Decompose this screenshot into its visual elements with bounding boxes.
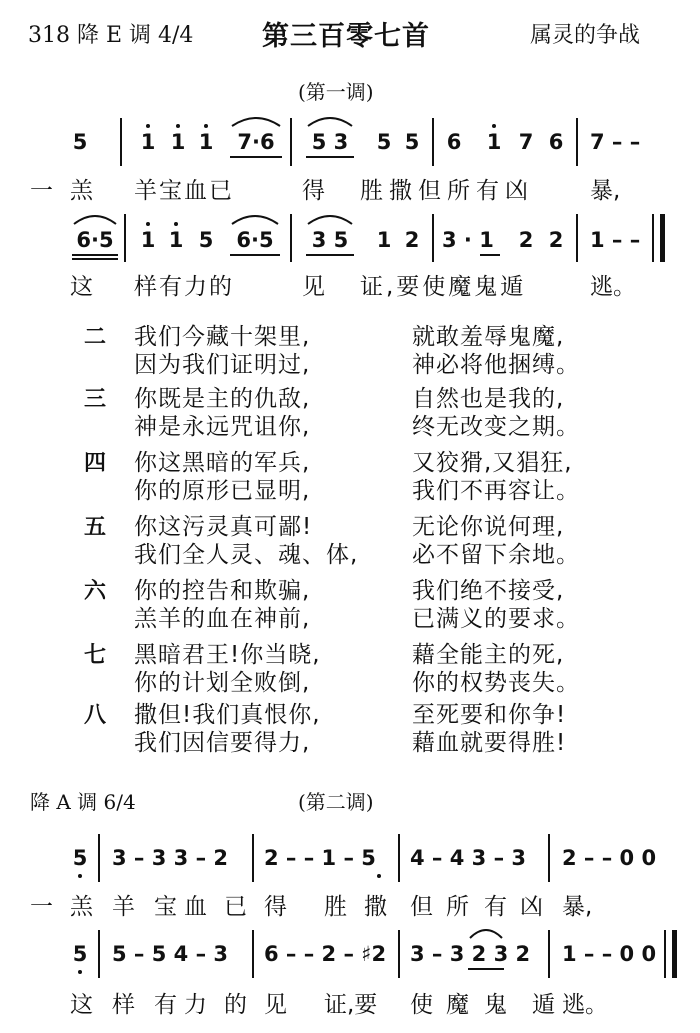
barline [252,834,254,882]
lyric-char: 暴, [562,894,593,920]
lyric-char: 宝 [154,894,177,920]
verse-line: 就敢羞辱鬼魔, [412,324,565,350]
lyric-char: 力 [184,992,207,1018]
barline [290,214,292,262]
underline [230,254,280,256]
verse-line: 你的控告和欺骗, [134,578,311,604]
verse-line: 已满义的要求。 [412,606,580,632]
verse-number: 八 [84,703,107,728]
note-group: 2 – – 1 – 5 [264,846,376,870]
barline [252,930,254,978]
lyric-char: 有 [154,992,177,1018]
note: 6 [446,130,462,154]
note: 5 [376,130,392,154]
lyric-char: 魔 [446,992,469,1018]
octave-dot [146,124,150,128]
verse-line: 你的权势丧失。 [412,670,580,696]
lyric-segment: 见 [302,274,325,300]
octave-dot [146,222,150,226]
verse-line: 藉全能主的死, [412,642,565,668]
note: 1 [376,228,392,252]
lyric-char: 遁 [532,992,555,1018]
verse-number: 五 [84,515,107,540]
verse-line: 自然也是我的, [412,386,565,412]
lyric-char: 有 [484,894,507,920]
barline [98,834,100,882]
lyric-char: 血 [184,894,207,920]
barline [432,214,434,262]
octave-dot-low [78,874,82,878]
barline [576,118,578,166]
note: 7 [518,130,534,154]
lyric-char: 逃。 [562,992,608,1018]
underline [480,254,500,256]
verse-line: 你这黑暗的军兵, [134,450,311,476]
note: 2 [548,228,564,252]
verse-number: 四 [84,451,107,476]
note-group: 6·5 [76,228,114,252]
barline [398,930,400,978]
lyric-segment: 羊宝血已 [134,178,234,204]
note-group: 6·5 [236,228,274,252]
verse-line: 你的原形已显明, [134,478,311,504]
note-group: 7·6 [237,130,275,154]
lyric-char: 但 [410,894,433,920]
verse-line: 黑暗君王!你当晓, [134,642,321,668]
note-group: 3 5 [311,228,349,252]
underline [468,968,504,970]
lyric-segment: 得 [302,178,325,204]
verse-line: 我们不再容让。 [412,478,580,504]
barline [120,118,122,166]
verse-line: 因为我们证明过, [134,352,311,378]
lyric-char: 样 [112,992,135,1018]
verse-line: 你的计划全败倒, [134,670,311,696]
lyric-char: 见 [264,992,287,1018]
note: 1 [198,130,214,154]
slur [306,114,354,128]
note: 1 [168,228,184,252]
verse-line: 神是永远咒诅你, [134,414,311,440]
underline [306,254,354,256]
verse-number: 一 [30,178,53,204]
lyric-char: 得 [264,894,287,920]
slur [230,212,280,226]
note: 2 [404,228,420,252]
final-barline-thick [672,930,677,978]
barline [290,118,292,166]
underline [72,258,118,260]
lyric-char: 使 [410,992,433,1018]
verse-line: 我们今藏十架里, [134,324,311,350]
verse-line: 我们绝不接受, [412,578,565,604]
slur [72,212,118,226]
lyric-segment: 羔 [70,178,93,204]
lyric-segment: 证,要使魔鬼遁 [360,274,527,300]
note: 1 [140,228,156,252]
slur [230,114,282,128]
barline [548,834,550,882]
verse-number: 七 [84,643,107,668]
verse-number: 二 [84,325,107,350]
verse-number: 一 [30,894,53,920]
slur [306,212,354,226]
tune2-key-meter: 降 A 调 6/4 [30,790,136,814]
note-group: 3 – 3 3 – 2 [112,846,229,870]
lyric-char: 胜 [324,894,347,920]
lyric-char: 凶 [520,894,543,920]
underline [306,156,354,158]
verse-line: 你既是主的仇敌, [134,386,311,412]
hymn-subtitle: 属灵的争战 [530,23,641,48]
lyric-segment: 逃。 [590,274,636,300]
verse-line: 藉血就要得胜! [412,730,567,756]
note: 5 [404,130,420,154]
note-group: 7 – – [590,130,641,154]
note-group: 1 – – 0 0 [562,942,657,966]
lyric-char: 这 [70,992,93,1018]
octave-dot-low [377,874,381,878]
final-barline-thick [660,214,665,262]
verse-line: 我们全人灵、魂、体, [134,542,359,568]
lyric-char: 撒 [364,894,387,920]
verse-line: 必不留下余地。 [412,542,580,568]
lyric-segment: 这 [70,274,93,300]
octave-dot [492,124,496,128]
underline [230,156,282,158]
barline [432,118,434,166]
note: 1 [486,130,502,154]
lyric-char: 所 [446,894,469,920]
verse-line: 我们因信要得力, [134,730,311,756]
lyric-segment: 样有力的 [134,274,234,300]
tune2-label: (第二调) [298,790,374,814]
verse-line: 至死要和你争! [412,702,567,728]
note-group: 1 – – [590,228,641,252]
octave-dot-low [78,970,82,974]
note: 5 [72,846,88,870]
lyric-segment: 暴, [590,178,621,204]
barline [98,930,100,978]
verse-line: 终无改变之期。 [412,414,580,440]
lyric-char: 已 [224,894,247,920]
barline [548,930,550,978]
note-group: 4 – 4 3 – 3 [410,846,527,870]
verse-number: 三 [84,387,107,412]
verse-line: 你这污灵真可鄙! [134,514,313,540]
barline [576,214,578,262]
hymn-number-key-meter: 318 降 E 调 4/4 [28,23,194,48]
lyric-char: 鬼 [484,992,507,1018]
octave-dot [176,124,180,128]
octave-dot [204,124,208,128]
slur [468,926,504,940]
note: 5 [72,130,88,154]
verse-number: 六 [84,579,107,604]
verse-line: 羔羊的血在神前, [134,606,311,632]
verse-line: 撒但!我们真恨你, [134,702,321,728]
tune1-label: (第一调) [298,80,374,104]
note-group: 5 3 [311,130,349,154]
verse-line: 又狡猾,又猖狂, [412,450,573,476]
octave-dot [174,222,178,226]
lyric-segment: 胜撒但所有凶 [360,178,534,204]
final-barline-thin [652,214,654,262]
note-group: 6 – – 2 – ♯2 [264,942,387,966]
lyric-char: 的 [224,992,247,1018]
verse-line: 神必将他捆缚。 [412,352,580,378]
hymn-title: 第三百零七首 [262,21,430,52]
note-group: 3 – 3 2 3 2 [410,942,531,966]
note: 2 [518,228,534,252]
note-group: 3 · 1 [442,228,494,252]
lyric-char: 羔 [70,894,93,920]
underline [72,254,118,256]
note: 1 [170,130,186,154]
note: 5 [198,228,214,252]
note-group: 2 – – 0 0 [562,846,657,870]
note: 6 [548,130,564,154]
lyric-char: 证,要 [324,992,378,1018]
note: 5 [72,942,88,966]
barline [124,214,126,262]
note-group: 5 – 5 4 – 3 [112,942,229,966]
lyric-char: 羊 [112,894,135,920]
verse-line: 无论你说何理, [412,514,565,540]
final-barline-thin [664,930,666,978]
note: 1 [140,130,156,154]
barline [398,834,400,882]
